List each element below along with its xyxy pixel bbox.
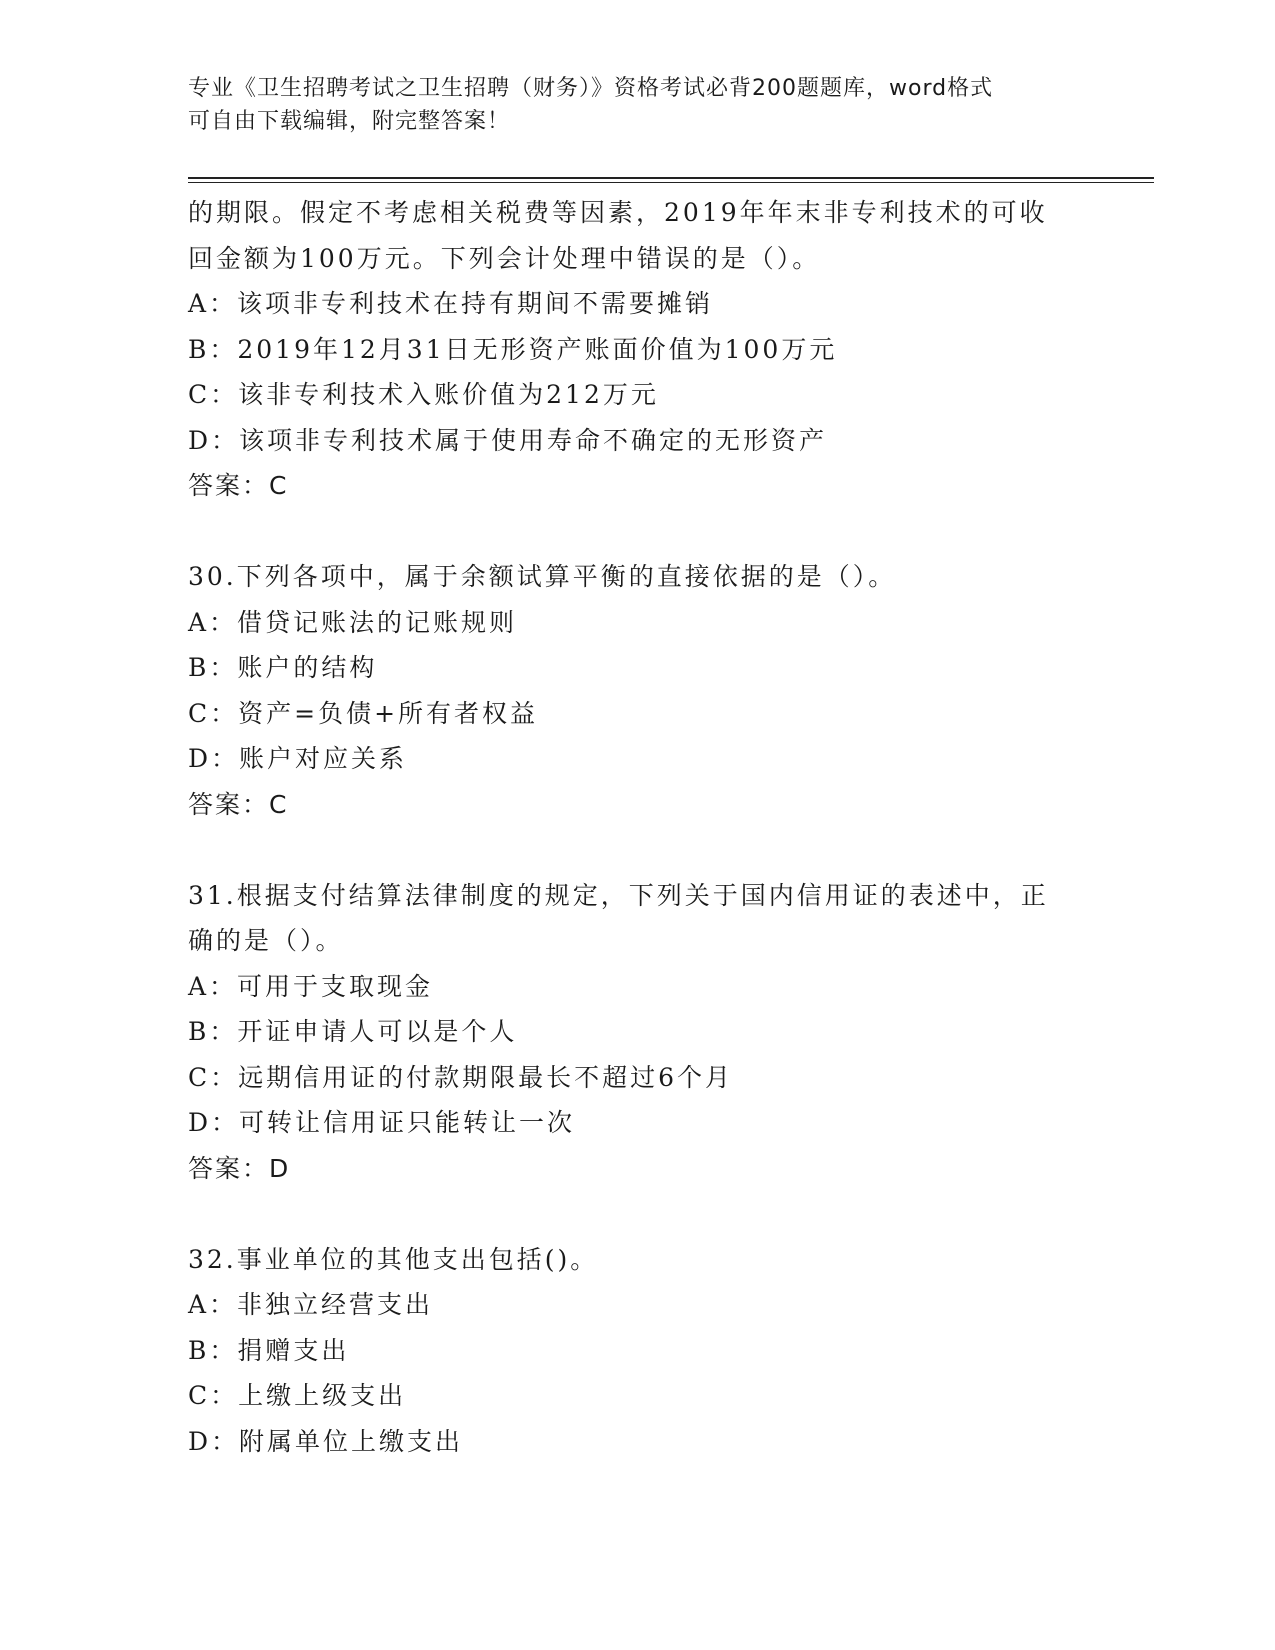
spacer (188, 827, 1088, 873)
question-list (188, 190, 1088, 1464)
question-31 (188, 873, 1088, 1192)
option-d: D：可转让信用证只能转让一次 (188, 1108, 576, 1137)
spacer (188, 509, 1088, 555)
option-a: A：非独立经营支出 (188, 1290, 434, 1319)
option-d: D：附属单位上缴支出 (188, 1426, 464, 1456)
answer-line: 答案：C (188, 789, 289, 819)
option-b: B：2019年12月31日无形资产账面价值为100万元 (188, 334, 838, 364)
document-header (188, 72, 1078, 138)
header-title-line-2: 可自由下载编辑，附完整答案！ (188, 109, 511, 134)
question-stem: 31.根据支付结算法律制度的规定，下列关于国内信用证的表述中，正 (188, 880, 1049, 910)
header-title-line-1: 专业《卫生招聘考试之卫生招聘（财务）》资格考试必背200题题库，word格式 (188, 76, 994, 101)
question-stem: 32.事业单位的其他支出包括()。 (188, 1244, 599, 1274)
answer-line: 答案：D (188, 1153, 291, 1183)
option-c: C：远期信用证的付款期限最长不超过6个月 (188, 1062, 734, 1092)
question-stem-continued: 回金额为100万元。下列会计处理中错误的是（）。 (188, 243, 821, 273)
option-c: C：上缴上级支出 (188, 1381, 407, 1410)
option-d: D：该项非专利技术属于使用寿命不确定的无形资产 (188, 425, 828, 455)
option-b: B：账户的结构 (188, 653, 378, 682)
option-a: A：该项非专利技术在持有期间不需要摊销 (188, 289, 714, 318)
option-c: C：资产=负债+所有者权益 (188, 698, 539, 728)
option-c: C：该非专利技术入账价值为212万元 (188, 380, 659, 409)
answer-line: 答案：C (188, 471, 289, 500)
spacer (188, 1191, 1088, 1237)
question-29 (188, 190, 1088, 509)
option-a: A：借贷记账法的记账规则 (188, 607, 518, 637)
question-32 (188, 1237, 1088, 1465)
option-b: B：捐赠支出 (188, 1335, 350, 1365)
option-b: B：开证申请人可以是个人 (188, 1017, 518, 1046)
question-stem: 确的是（）。 (188, 926, 344, 955)
question-stem-continued: 的期限。假定不考虑相关税费等因素，2019年年末非专利技术的可收 (188, 198, 1048, 227)
option-a: A：可用于支取现金 (188, 971, 434, 1001)
question-stem: 30.下列各项中，属于余额试算平衡的直接依据的是（）。 (188, 562, 897, 591)
header-divider-thin (188, 182, 1154, 183)
option-d: D：账户对应关系 (188, 744, 408, 773)
header-divider-thick (188, 177, 1154, 179)
question-30 (188, 554, 1088, 827)
